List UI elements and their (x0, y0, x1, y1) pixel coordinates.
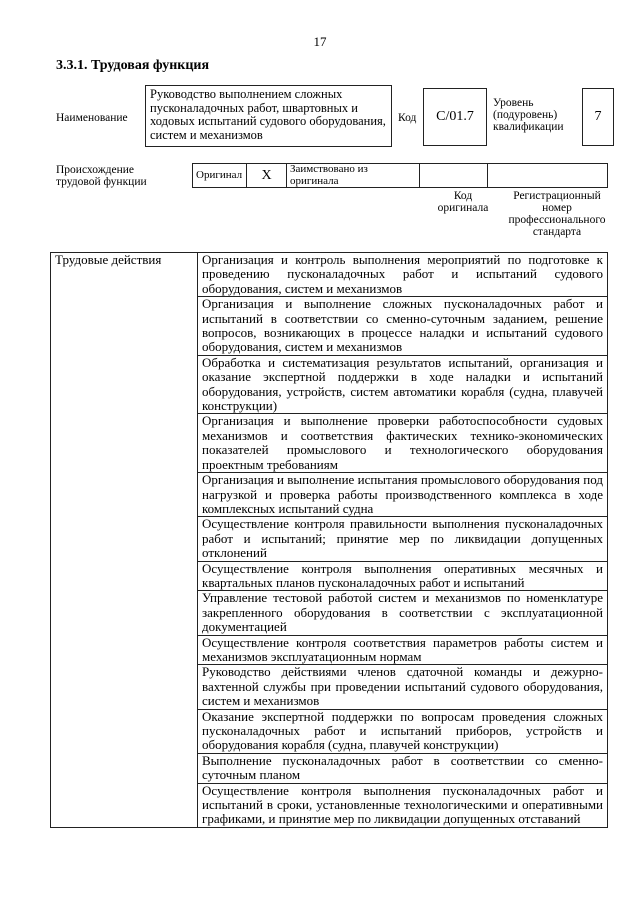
level-value-box: 7 (582, 88, 614, 146)
function-name-box: Руководство выполнением сложных пусконаладочных работ, швартовных и ходовых испытаний судового оборудования, систем и механизмов (145, 85, 392, 147)
labor-action-item: Осуществление контроля выполнения оперативных месячных и квартальных планов пусконаладочных работ и испытаний (198, 561, 608, 591)
code-label: Код (398, 112, 417, 124)
code-original-cell (420, 164, 488, 188)
page-number: 17 (313, 34, 327, 49)
labor-action-item: Организация и выполнение проверки работоспособности судовых механизмов и соответствия фактических технико-экономических показателей промыслового и технологического оборудования проектным требованиям (198, 414, 608, 473)
original-mark: X (247, 164, 287, 188)
labor-action-item: Управление тестовой работой систем и механизмов по номенклатуре закрепленного оборудования в соответствии с эксплуатационной документацией (198, 591, 608, 635)
labor-action-item: Организация и выполнение испытания промыслового оборудования под нагрузкой и проверка работы производственного комплекса в ходе комплексных испытаний судна (198, 473, 608, 517)
labor-action-item: Обработка и систематизация результатов испытаний, организация и оказание экспертной поддержки в ходе наладки и испытаний оборудования, устройств, систем автоматики корабля (судна, плавучей конструкции) (198, 355, 608, 414)
labor-action-item: Организация и контроль выполнения мероприятий по подготовке к проведению пусконаладочных работ и испытаний судового оборудования, систем и механизмов (198, 253, 608, 297)
labor-actions-table (50, 252, 608, 828)
origin-label: Происхождение трудовой функции (56, 164, 147, 188)
origin-table (192, 163, 608, 188)
code-original-caption: Код оригинала (437, 190, 489, 214)
labor-action-item: Осуществление контроля выполнения пусконаладочных работ и испытаний в сроки, установленные технологическими и оперативными графиками, и принятие мер по ликвидации допущенных отставаний (198, 783, 608, 827)
labor-action-item: Организация и выполнение сложных пусконаладочных работ и испытаний в соответствии со сменно-суточным заданием, решение вопросов, возникающих в процессе наладки и испытаний судового оборудования, систем и механизмов (198, 297, 608, 356)
name-label: Наименование (56, 112, 128, 124)
labor-action-item: Осуществление контроля соответствия параметров работы систем и механизмов эксплуатационным нормам (198, 635, 608, 665)
labor-action-item: Руководство действиями членов сдаточной команды и дежурно-вахтенной службы при проведении испытаний судового оборудования, систем и механизмов (198, 665, 608, 709)
reg-number-cell (488, 164, 608, 188)
reg-number-caption: Регистрационный номер профессионального стандарта (508, 190, 606, 238)
original-label: Оригинал (193, 164, 247, 188)
labor-action-item: Осуществление контроля правильности выполнения пусконаладочных работ и испытаний; принятие мер по ликвидации допущенных отклонений (198, 517, 608, 561)
labor-actions-label: Трудовые действия (51, 253, 198, 828)
labor-action-item: Выполнение пусконаладочных работ в соответствии со сменно-суточным планом (198, 753, 608, 783)
code-value-box: C/01.7 (423, 88, 487, 146)
labor-action-item: Оказание экспертной поддержки по вопросам проведения сложных пусконаладочных работ и испытаний приборов, устройств и оборудования корабля (судна, плавучей конструкции) (198, 709, 608, 753)
table-row (51, 253, 608, 297)
section-title: 3.3.1. Трудовая функция (56, 58, 210, 73)
level-label: Уровень (подуровень) квалификации (493, 97, 564, 133)
borrowed-label: Заимствовано из оригинала (287, 164, 420, 188)
